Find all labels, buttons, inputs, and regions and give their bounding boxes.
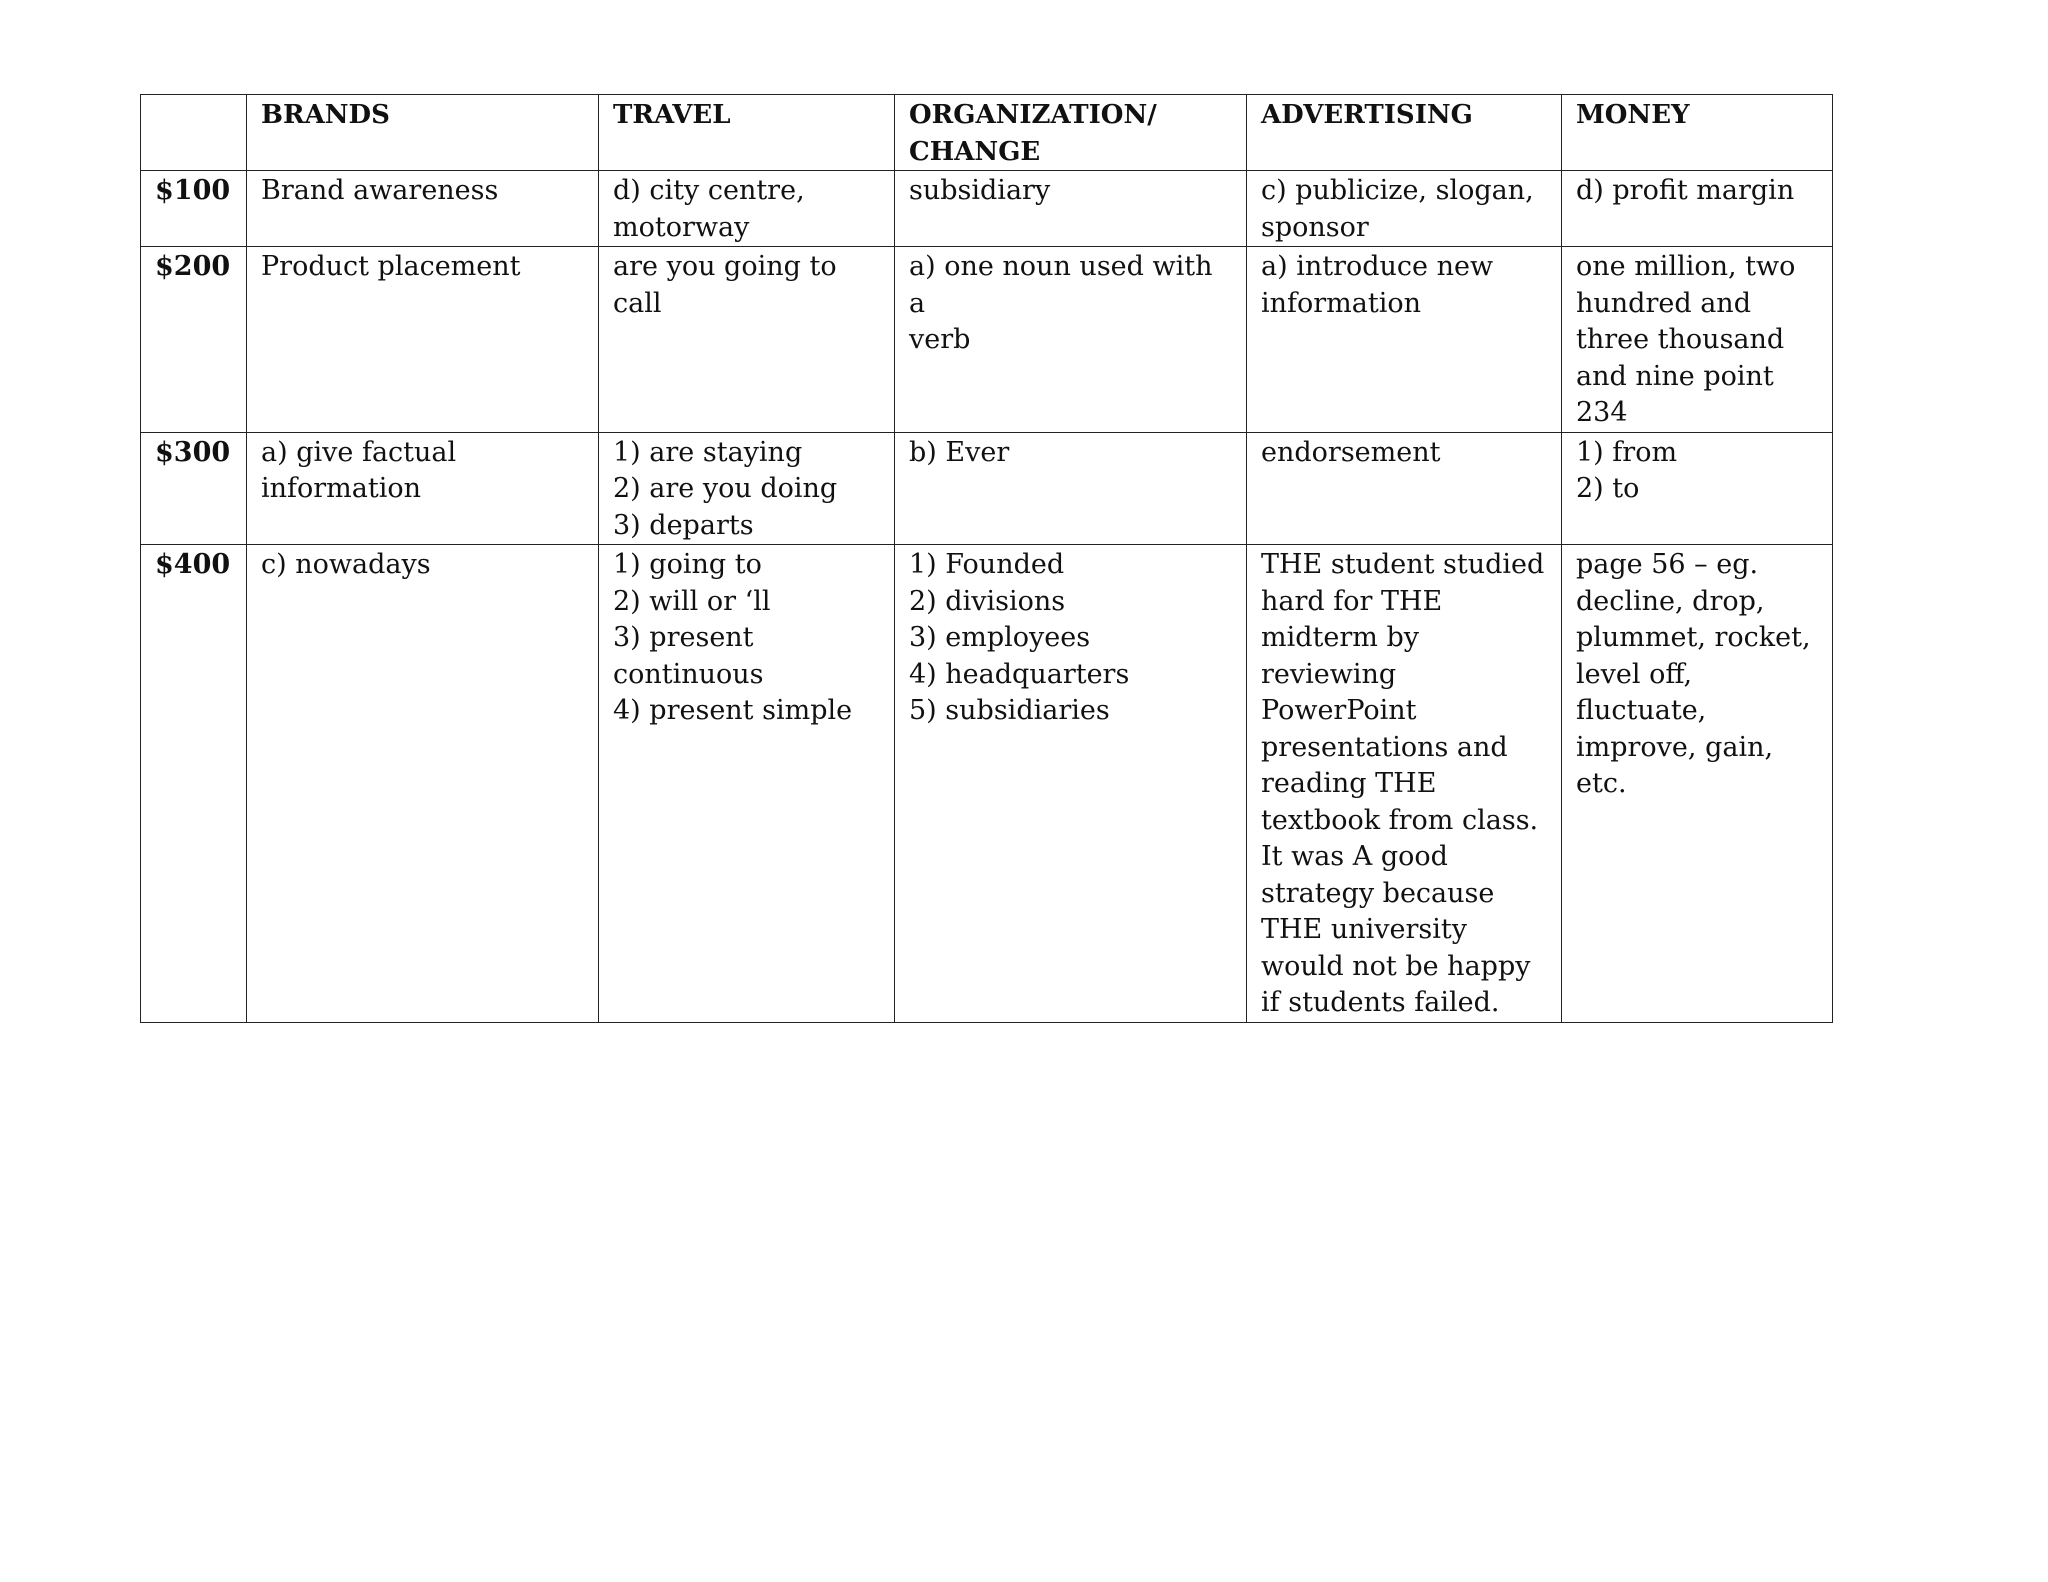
cell-300-organization xyxy=(895,432,1247,545)
cell-text: d) city centre, motorway xyxy=(613,175,805,243)
cell-400-advertising xyxy=(1247,545,1562,1023)
cell-300-money xyxy=(1562,432,1833,545)
cell-300-advertising xyxy=(1247,432,1562,545)
cell-text: 1) Founded 2) divisions 3) employees 4) headquarters 5) subsidiaries xyxy=(909,549,1130,726)
cell-text: a) one noun used with a verb xyxy=(909,251,1213,355)
cell-text: one million, two hundred and three thousand and nine point 234 xyxy=(1576,251,1796,428)
cell-text: 1) from 2) to xyxy=(1576,436,1678,504)
header-advertising-text: ADVERTISING xyxy=(1261,100,1473,130)
row-label-400-text: $400 xyxy=(155,549,231,580)
cell-400-money xyxy=(1562,545,1833,1023)
row-label-300-text: $300 xyxy=(155,436,231,468)
table-row-100 xyxy=(141,171,1833,247)
cell-text: Brand awareness xyxy=(261,175,499,206)
cell-200-brands xyxy=(247,247,599,433)
row-label-100-text: $100 xyxy=(155,175,231,206)
cell-text: c) nowadays xyxy=(261,549,431,580)
row-label-200 xyxy=(141,247,247,433)
header-organization-change xyxy=(895,95,1247,171)
cell-100-brands xyxy=(247,171,599,247)
cell-300-travel xyxy=(599,432,895,545)
header-brands xyxy=(247,95,599,171)
header-travel-text: TRAVEL xyxy=(613,100,731,130)
cell-200-advertising xyxy=(1247,247,1562,433)
cell-text: endorsement xyxy=(1261,436,1441,468)
cell-text: c) publicize, slogan, sponsor xyxy=(1261,175,1534,243)
cell-300-brands xyxy=(247,432,599,545)
answer-table xyxy=(140,94,1833,1023)
cell-400-travel xyxy=(599,545,895,1023)
cell-200-travel xyxy=(599,247,895,433)
cell-text: b) Ever xyxy=(909,436,1010,468)
cell-400-brands xyxy=(247,545,599,1023)
header-money xyxy=(1562,95,1833,171)
cell-text: subsidiary xyxy=(909,175,1051,206)
header-money-text: MONEY xyxy=(1576,100,1690,130)
cell-100-organization xyxy=(895,171,1247,247)
cell-100-advertising xyxy=(1247,171,1562,247)
row-label-400 xyxy=(141,545,247,1023)
row-label-300 xyxy=(141,432,247,545)
cell-text: THE student studied hard for THE midterm by reviewing PowerPoint presentations and reading THE textbook from class. It was A good strategy because THE university would not be happy if students failed. xyxy=(1261,549,1545,1018)
cell-text: page 56 – eg. decline, drop, plummet, rocket, level off, fluctuate, improve, gain, etc. xyxy=(1576,549,1811,799)
cell-200-money xyxy=(1562,247,1833,433)
table-row-400 xyxy=(141,545,1833,1023)
table-row-300 xyxy=(141,432,1833,545)
header-organization-change-text: ORGANIZATION/ CHANGE xyxy=(909,100,1157,167)
cell-200-organization xyxy=(895,247,1247,433)
header-travel xyxy=(599,95,895,171)
cell-text: 1) are staying 2) are you doing 3) departs xyxy=(613,436,838,541)
row-label-100 xyxy=(141,171,247,247)
cell-text: d) profit margin xyxy=(1576,175,1795,206)
header-row xyxy=(141,95,1833,171)
cell-text: 1) going to 2) will or ‘ll 3) present continuous 4) present simple xyxy=(613,549,853,726)
corner-cell xyxy=(141,95,247,171)
cell-text: Product placement xyxy=(261,251,521,282)
cell-text: are you going to call xyxy=(613,251,837,319)
header-brands-text: BRANDS xyxy=(261,100,390,130)
cell-400-organization xyxy=(895,545,1247,1023)
cell-text: a) introduce new information xyxy=(1261,251,1494,319)
cell-100-money xyxy=(1562,171,1833,247)
cell-text: a) give factual information xyxy=(261,436,457,504)
header-advertising xyxy=(1247,95,1562,171)
row-label-200-text: $200 xyxy=(155,251,231,282)
cell-100-travel xyxy=(599,171,895,247)
table-row-200 xyxy=(141,247,1833,433)
